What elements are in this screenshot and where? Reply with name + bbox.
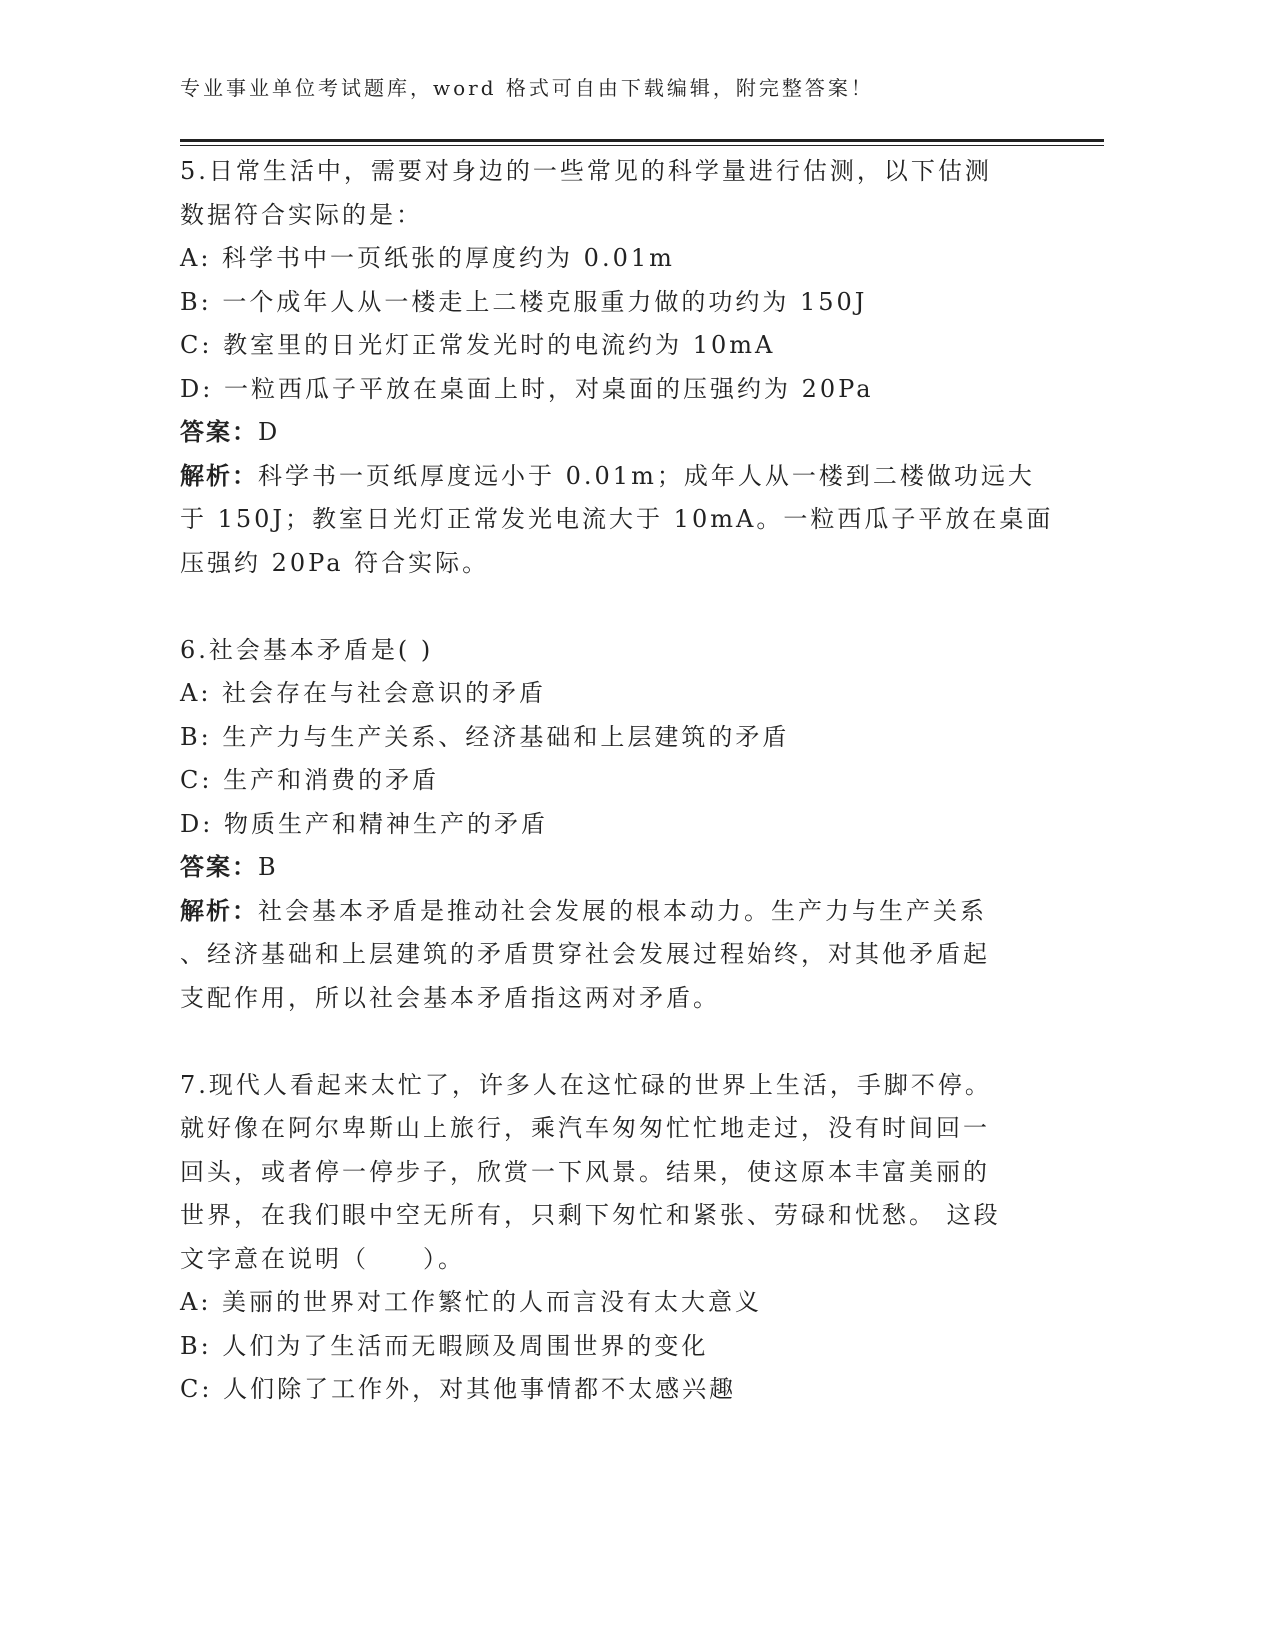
question-stem-line: 7.现代人看起来太忙了，许多人在这忙碌的世界上生活，手脚不停。 xyxy=(180,1070,992,1099)
answer-label: 答案： xyxy=(180,853,258,881)
question-list xyxy=(180,150,1060,1412)
question-5 xyxy=(180,150,1060,585)
analysis-line: 支配作用，所以社会基本矛盾指这两对矛盾。 xyxy=(180,983,720,1012)
question-stem-line: 6.社会基本矛盾是( ) xyxy=(180,635,434,664)
question-stem-line: 世界，在我们眼中空无所有，只剩下匆忙和紧张、劳碌和忧愁。 这段 xyxy=(180,1201,1001,1229)
analysis-line: 于 150J；教室日光灯正常发光电流大于 10mA。一粒西瓜子平放在桌面 xyxy=(180,505,1054,533)
analysis-row xyxy=(180,455,1060,499)
answer-row xyxy=(180,846,1060,890)
question-spacer xyxy=(180,1020,1060,1064)
analysis-row xyxy=(180,890,1060,934)
option-a: A: 科学书中一页纸张的厚度约为 0.01m xyxy=(180,244,675,272)
option-c: C: 教室里的日光灯正常发光时的电流约为 10mA xyxy=(180,331,776,359)
analysis-text: 科学书一页纸厚度远小于 0.01m；成年人从一楼到二楼做功远大 xyxy=(258,461,1035,490)
question-7 xyxy=(180,1064,1060,1412)
analysis-label: 解析： xyxy=(180,461,258,490)
option-a: A: 社会存在与社会意识的矛盾 xyxy=(180,679,547,707)
question-stem-line: 文字意在说明（ ）。 xyxy=(180,1244,465,1273)
question-stem-line: 数据符合实际的是： xyxy=(180,200,423,229)
option-b: B: 一个成年人从一楼走上二楼克服重力做的功约为 150J xyxy=(180,287,868,316)
question-stem-line: 就好像在阿尔卑斯山上旅行，乘汽车匆匆忙忙地走过，没有时间回一 xyxy=(180,1114,990,1142)
question-spacer xyxy=(180,585,1060,629)
question-stem-line: 回头，或者停一停步子，欣赏一下风景。结果，使这原本丰富美丽的 xyxy=(180,1157,990,1186)
header-rule-thin xyxy=(180,145,1104,146)
analysis-label: 解析： xyxy=(180,896,258,925)
question-stem-line: 5.日常生活中，需要对身边的一些常见的科学量进行估测，以下估测 xyxy=(180,157,992,185)
answer-row xyxy=(180,411,1060,455)
answer-value: D xyxy=(258,418,281,446)
option-d: D: 一粒西瓜子平放在桌面上时，对桌面的压强约为 20Pa xyxy=(180,374,874,403)
option-c: C: 人们除了工作外，对其他事情都不太感兴趣 xyxy=(180,1375,737,1403)
option-d: D: 物质生产和精神生产的矛盾 xyxy=(180,809,548,838)
header-rule-thick xyxy=(180,139,1104,142)
option-a: A: 美丽的世界对工作繁忙的人而言没有太大意义 xyxy=(180,1288,763,1316)
analysis-line: 压强约 20Pa 符合实际。 xyxy=(180,548,490,577)
option-c: C: 生产和消费的矛盾 xyxy=(180,766,440,794)
analysis-line: 、经济基础和上层建筑的矛盾贯穿社会发展过程始终，对其他矛盾起 xyxy=(180,940,990,968)
option-b: B: 人们为了生活而无暇顾及周围世界的变化 xyxy=(180,1331,709,1360)
answer-label: 答案： xyxy=(180,418,258,446)
answer-value: B xyxy=(258,853,279,881)
analysis-text: 社会基本矛盾是推动社会发展的根本动力。生产力与生产关系 xyxy=(258,896,987,925)
page-header: 专业事业单位考试题库，word 格式可自由下载编辑，附完整答案！ xyxy=(180,76,874,100)
question-6 xyxy=(180,629,1060,1021)
option-b: B: 生产力与生产关系、经济基础和上层建筑的矛盾 xyxy=(180,722,790,751)
